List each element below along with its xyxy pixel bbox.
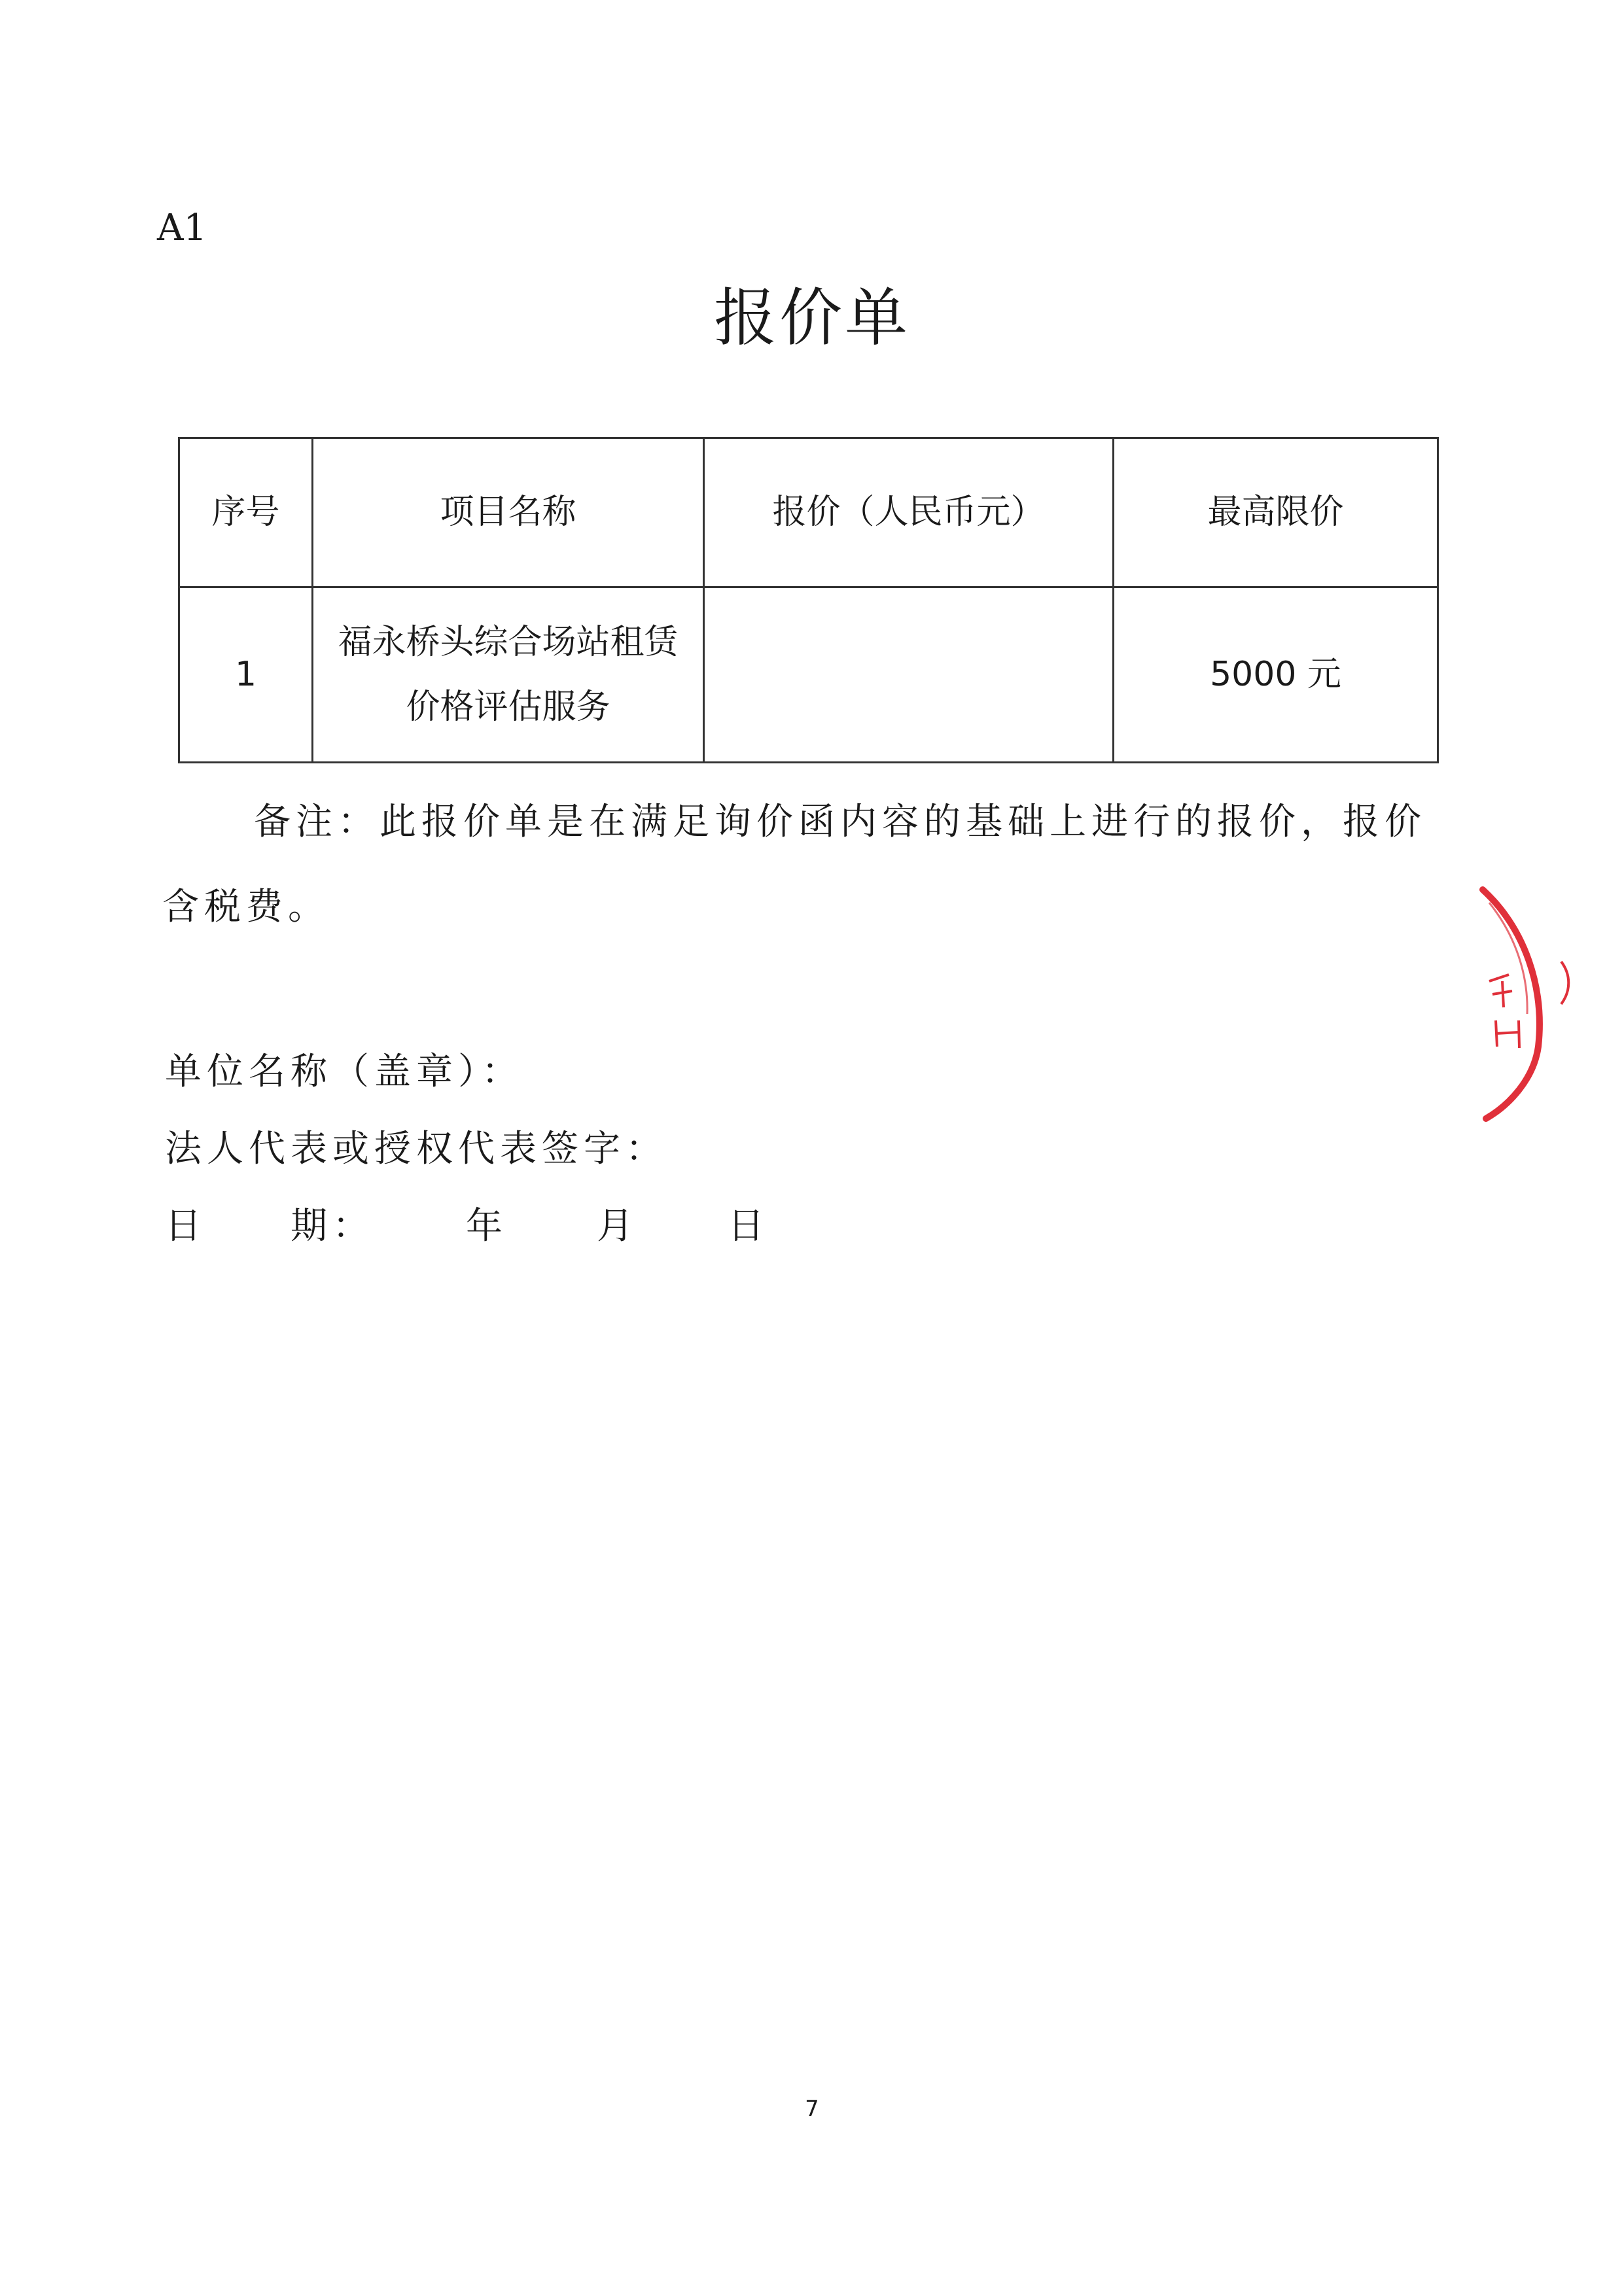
- date-month: 月: [597, 1205, 639, 1247]
- date-line[interactable]: [165, 1188, 769, 1265]
- cell-project-name: 福永桥头综合场站租赁价格评估服务: [313, 587, 704, 763]
- cell-max-price: 5000 元: [1114, 587, 1438, 763]
- page-title: 报价单: [714, 281, 910, 355]
- table-row: [179, 587, 1438, 763]
- unit-name-line[interactable]: 单位名称（盖章）：: [165, 1051, 523, 1093]
- cell-seq: 1: [179, 587, 313, 763]
- date-day: 日: [728, 1205, 769, 1247]
- cell-quote[interactable]: [704, 587, 1114, 763]
- table-header-row: [179, 438, 1438, 587]
- header-quote: 报价（人民币元）: [704, 438, 1114, 587]
- signature-block: [165, 1034, 769, 1265]
- header-project-name: 项目名称: [313, 438, 704, 587]
- page-number: 7: [805, 2096, 819, 2122]
- page-code: A1: [157, 207, 207, 249]
- representative-signature-line[interactable]: 法人代表或授权代表签字：: [165, 1128, 667, 1170]
- date-label: 日 期：: [165, 1205, 374, 1247]
- quote-table: [178, 437, 1439, 763]
- header-seq: 序号: [179, 438, 313, 587]
- date-year: 年: [466, 1205, 508, 1247]
- seal-stamp-icon: [1463, 877, 1581, 1125]
- note-text: 备注：此报价单是在满足询价函内容的基础上进行的报价，报价含税费。: [162, 801, 1426, 928]
- header-max-price: 最高限价: [1114, 438, 1438, 587]
